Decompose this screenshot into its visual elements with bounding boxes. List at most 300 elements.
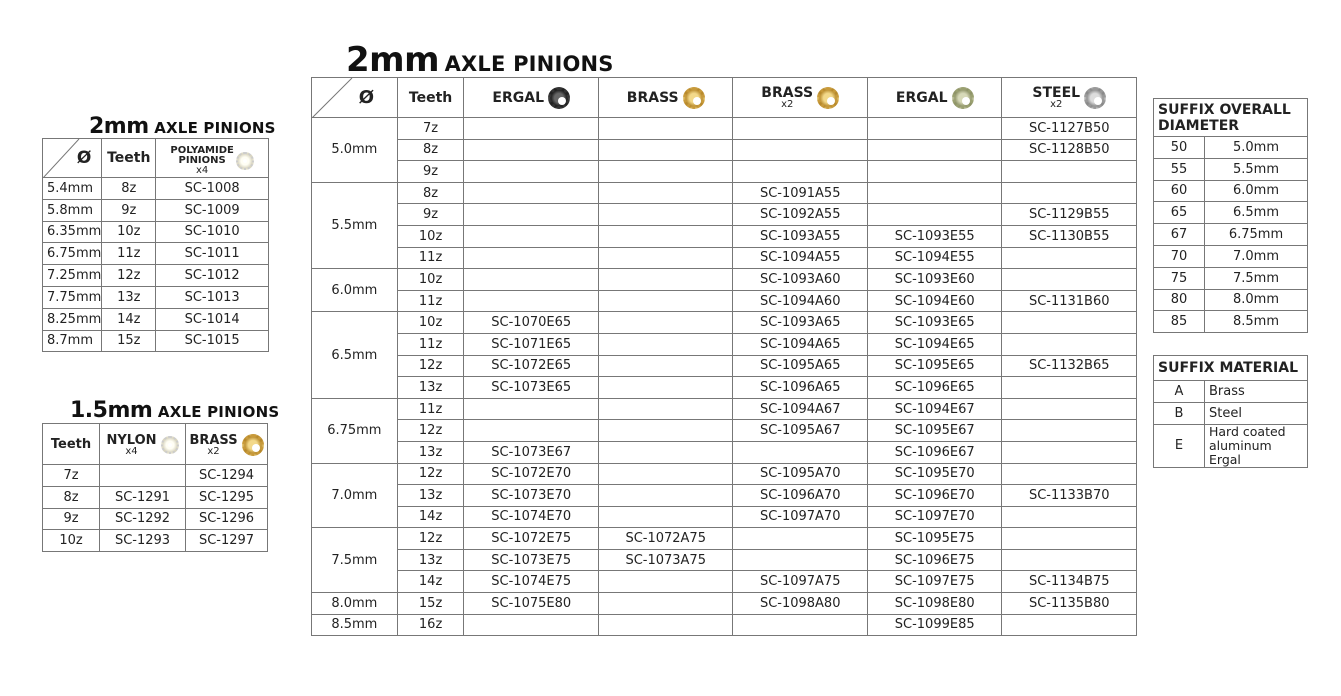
part-number-cell: SC-1074E70 [464,506,598,528]
part-number-cell: SC-1094E65 [867,333,1001,355]
part-number-cell [733,528,868,550]
part-number-cell [598,161,733,183]
col-label: NYLON [106,432,157,448]
suffix-code-cell: 67 [1154,224,1205,246]
teeth-cell: 7z [43,465,100,487]
table-row [312,290,1137,312]
part-number-cell [598,441,733,463]
part-number-cell: SC-1070E65 [464,312,598,334]
table-row [312,571,1137,593]
part-number-cell: SC-1095A65 [733,355,868,377]
part-number-cell [733,441,868,463]
suffix-code-cell: 70 [1154,245,1205,267]
part-number-cell [733,118,868,140]
part-number-cell [1002,398,1137,420]
table-row [312,441,1137,463]
teeth-cell: 9z [102,199,156,221]
main-title [346,40,614,80]
part-number-cell [867,161,1001,183]
part-number-cell: SC-1093A55 [733,225,868,247]
teeth-cell: 14z [397,506,464,528]
brass-gear-icon [242,434,264,456]
part-number-cell: SC-1072E70 [464,463,598,485]
teeth-cell: 9z [397,161,464,183]
teeth-cell: 16z [397,614,464,636]
teeth-cell: 11z [397,290,464,312]
teeth-cell: 11z [397,398,464,420]
teeth-cell: 8z [397,182,464,204]
part-number-cell: SC-1095A67 [733,420,868,442]
part-number-cell [464,118,598,140]
teeth-cell: 10z [43,530,100,552]
suffix-code-cell: 60 [1154,180,1205,202]
suffix-value-cell: 6.5mm [1205,202,1308,224]
part-number-cell [1002,333,1137,355]
suffix-material-table [1153,355,1308,468]
part-number-cell [598,420,733,442]
suffix-code-cell: 80 [1154,289,1205,311]
part-number-cell: SC-1072A75 [598,528,733,550]
part-number-cell: SC-1094E55 [867,247,1001,269]
part-number-cell: SC-1073A75 [598,549,733,571]
part-number-cell [1002,247,1137,269]
table-row [312,506,1137,528]
col-header-steel [1002,78,1137,118]
part-number-cell [1002,420,1137,442]
diameter-cell: 6.35mm [43,221,102,243]
diameter-symbol: Ø [76,148,92,168]
col-header-ergal-black [464,78,598,118]
part-number-cell: SC-1096E70 [867,485,1001,507]
part-number-cell: SC-1134B75 [1002,571,1137,593]
diameter-cell: 8.7mm [43,330,102,352]
part-number-cell: SC-1072E75 [464,528,598,550]
part-number-cell [598,506,733,528]
main-title-size: 2mm [346,40,440,80]
table-row [1154,424,1308,467]
diameter-cell: 7.5mm [312,528,398,593]
white-gear-icon [161,436,179,454]
part-number-cell [598,225,733,247]
teeth-cell: 10z [102,221,156,243]
part-number-cell [598,377,733,399]
part-number-cell: SC-1135B80 [1002,593,1137,615]
col-label: POLYAMIDE [170,144,234,156]
diameter-cell: 7.25mm [43,265,102,287]
teeth-cell: 8z [397,139,464,161]
part-number-cell: SC-1097A70 [733,506,868,528]
part-number-cell [598,614,733,636]
suffix-value-cell: 5.0mm [1205,137,1308,159]
suffix-value-cell: 7.0mm [1205,245,1308,267]
table-row [312,333,1137,355]
part-number-cell: SC-1094A65 [733,333,868,355]
teeth-cell: 11z [397,333,464,355]
suffix-code-cell: A [1154,381,1205,403]
part-number-cell: SC-1096A70 [733,485,868,507]
part-number-cell: SC-1012 [156,265,269,287]
diameter-cell: 8.0mm [312,593,398,615]
table-row [312,549,1137,571]
table-row [43,265,269,287]
part-number-cell: SC-1071E65 [464,333,598,355]
left-15mm-title-text: AXLE PINIONS [157,403,280,421]
part-number-cell [1002,161,1137,183]
table-row [1154,224,1308,246]
col-sub: x2 [781,99,794,110]
part-number-cell [598,485,733,507]
part-number-cell: SC-1094A55 [733,247,868,269]
part-number-cell: SC-1093E65 [867,312,1001,334]
part-number-cell: SC-1093E55 [867,225,1001,247]
part-number-cell [464,182,598,204]
table-row [43,243,269,265]
suffix-material-title: SUFFIX MATERIAL [1154,356,1308,381]
part-number-cell: SC-1097A75 [733,571,868,593]
part-number-cell [867,204,1001,226]
part-number-cell: SC-1095E75 [867,528,1001,550]
left-15mm-teeth-header: Teeth [43,424,100,465]
part-number-cell: SC-1096E75 [867,549,1001,571]
teeth-cell: 13z [397,549,464,571]
table-row [43,486,268,508]
diameter-cell: 8.25mm [43,308,102,330]
brass-gear-icon [683,87,705,109]
part-number-cell: SC-1292 [100,508,186,530]
teeth-cell: 9z [43,508,100,530]
part-number-cell [1002,312,1137,334]
part-number-cell: SC-1098A80 [733,593,868,615]
teeth-cell: 14z [397,571,464,593]
suffix-value-cell: Brass [1205,381,1308,403]
part-number-cell: SC-1009 [156,199,269,221]
part-number-cell: SC-1295 [186,486,268,508]
teeth-cell: 10z [397,225,464,247]
suffix-code-cell: 65 [1154,202,1205,224]
part-number-cell: SC-1293 [100,530,186,552]
part-number-cell [598,463,733,485]
part-number-cell [1002,463,1137,485]
part-number-cell: SC-1127B50 [1002,118,1137,140]
table-row [1154,267,1308,289]
part-number-cell [1002,441,1137,463]
part-number-cell [733,549,868,571]
part-number-cell [464,614,598,636]
suffix-diameter-table [1153,98,1308,333]
teeth-cell: 11z [102,243,156,265]
part-number-cell [464,398,598,420]
col-label: ERGAL [492,89,545,106]
col-header-brass [598,78,733,118]
part-number-cell [867,139,1001,161]
part-number-cell [464,247,598,269]
table-row [1154,158,1308,180]
part-number-cell [598,593,733,615]
diameter-cell: 5.0mm [312,118,398,183]
table-row [312,118,1137,140]
teeth-cell: 13z [102,286,156,308]
part-number-cell: SC-1008 [156,178,269,200]
col-sub: x4 [195,164,209,176]
left-15mm-title-size: 1.5mm [70,398,153,423]
part-number-cell [1002,269,1137,291]
part-number-cell: SC-1095E70 [867,463,1001,485]
table-row [1154,245,1308,267]
suffix-code-cell: 50 [1154,137,1205,159]
part-number-cell [100,465,186,487]
teeth-cell: 12z [397,463,464,485]
part-number-cell [598,204,733,226]
part-number-cell: SC-1095E65 [867,355,1001,377]
part-number-cell [1002,549,1137,571]
left-2mm-table [42,138,269,352]
part-number-cell [464,225,598,247]
suffix-code-cell: B [1154,402,1205,424]
teeth-cell: 8z [102,178,156,200]
green-gear-icon [952,87,974,109]
teeth-cell: 13z [397,441,464,463]
part-number-cell: SC-1096E67 [867,441,1001,463]
table-row [312,161,1137,183]
part-number-cell: SC-1128B50 [1002,139,1137,161]
part-number-cell [598,269,733,291]
brass-header-15 [186,424,268,465]
table-row [312,204,1137,226]
suffix-code-cell: 85 [1154,311,1205,333]
col-label: STEEL [1032,85,1081,101]
part-number-cell: SC-1098E80 [867,593,1001,615]
diameter-cell: 7.75mm [43,286,102,308]
table-row [43,330,269,352]
part-number-cell: SC-1091A55 [733,182,868,204]
part-number-cell: SC-1297 [186,530,268,552]
part-number-cell: SC-1096E65 [867,377,1001,399]
steel-gear-icon [1084,87,1106,109]
table-row [312,182,1137,204]
teeth-cell: 13z [397,377,464,399]
diameter-header [312,78,398,118]
part-number-cell [598,355,733,377]
suffix-value-cell: 7.5mm [1205,267,1308,289]
diagonal-corner [312,78,397,118]
table-row [1154,202,1308,224]
part-number-cell [464,269,598,291]
part-number-cell [1002,182,1137,204]
left-2mm-diameter-header [43,139,102,178]
table-row [1154,381,1308,403]
part-number-cell [598,312,733,334]
teeth-cell: 15z [397,593,464,615]
teeth-cell: 13z [397,485,464,507]
table-row [312,528,1137,550]
part-number-cell: SC-1094E67 [867,398,1001,420]
part-number-cell [1002,377,1137,399]
diameter-cell: 5.4mm [43,178,102,200]
part-number-cell: SC-1094E60 [867,290,1001,312]
diameter-cell: 6.75mm [312,398,398,463]
col-label: PINIONS [178,154,226,166]
brass-gear-icon [817,87,839,109]
table-row [312,355,1137,377]
diameter-symbol: Ø [358,87,374,108]
part-number-cell: SC-1074E75 [464,571,598,593]
table-row [312,269,1137,291]
part-number-cell [464,290,598,312]
part-number-cell [1002,528,1137,550]
part-number-cell: SC-1073E65 [464,377,598,399]
part-number-cell: SC-1093A65 [733,312,868,334]
table-row [1154,402,1308,424]
table-row [1154,137,1308,159]
part-number-cell [598,139,733,161]
diameter-cell: 6.5mm [312,312,398,398]
table-row [1154,311,1308,333]
part-number-cell: SC-1075E80 [464,593,598,615]
table-row [312,139,1137,161]
part-number-cell: SC-1011 [156,243,269,265]
teeth-cell: 12z [397,528,464,550]
left-2mm-polyamide-header [156,139,269,178]
col-sub: x4 [125,445,138,457]
table-row [43,178,269,200]
black-gear-icon [548,87,570,109]
part-number-cell [598,247,733,269]
part-number-cell: SC-1095E67 [867,420,1001,442]
part-number-cell: SC-1095A70 [733,463,868,485]
diameter-cell: 5.8mm [43,199,102,221]
table-row [1154,289,1308,311]
part-number-cell [598,290,733,312]
part-number-cell [464,420,598,442]
suffix-value-cell: 6.75mm [1205,224,1308,246]
suffix-diameter-title: SUFFIX OVERALL DIAMETER [1154,99,1308,137]
left-2mm-title-text: AXLE PINIONS [154,119,276,137]
table-row [43,221,269,243]
nylon-header [100,424,186,465]
part-number-cell: SC-1094A67 [733,398,868,420]
teeth-cell: 12z [102,265,156,287]
teeth-cell: 7z [397,118,464,140]
teeth-cell: 10z [397,269,464,291]
main-title-text: AXLE PINIONS [444,52,614,76]
suffix-value-cell: Hard coated aluminum Ergal [1205,424,1308,467]
part-number-cell: SC-1073E67 [464,441,598,463]
part-number-cell [598,571,733,593]
suffix-value-cell: 8.0mm [1205,289,1308,311]
left-15mm-title [70,398,279,423]
part-number-cell: SC-1291 [100,486,186,508]
col-sub: x2 [207,445,220,457]
diameter-cell: 7.0mm [312,463,398,528]
part-number-cell: SC-1132B65 [1002,355,1137,377]
table-row [312,225,1137,247]
part-number-cell: SC-1073E70 [464,485,598,507]
part-number-cell [733,614,868,636]
part-number-cell [598,398,733,420]
col-label: ERGAL [895,89,948,106]
suffix-value-cell: Steel [1205,402,1308,424]
diameter-cell: 8.5mm [312,614,398,636]
part-number-cell [464,139,598,161]
suffix-code-cell: 55 [1154,158,1205,180]
part-number-cell: SC-1072E65 [464,355,598,377]
teeth-cell: 8z [43,486,100,508]
table-row [43,308,269,330]
part-number-cell: SC-1094A60 [733,290,868,312]
col-sub: x2 [1050,99,1063,110]
suffix-value-cell: 5.5mm [1205,158,1308,180]
part-number-cell: SC-1010 [156,221,269,243]
part-number-cell: SC-1093A60 [733,269,868,291]
teeth-cell: 10z [397,312,464,334]
left-2mm-title-size: 2mm [89,114,149,139]
table-row [312,247,1137,269]
col-label: BRASS [761,85,814,101]
table-row [312,614,1137,636]
part-number-cell [867,118,1001,140]
part-number-cell [598,333,733,355]
table-row [312,593,1137,615]
main-pinion-table [311,77,1137,636]
part-number-cell: SC-1099E85 [867,614,1001,636]
part-number-cell: SC-1092A55 [733,204,868,226]
teeth-cell: 12z [397,355,464,377]
table-row [43,530,268,552]
suffix-code-cell: E [1154,424,1205,467]
part-number-cell [598,118,733,140]
diameter-cell: 6.75mm [43,243,102,265]
table-row [1154,180,1308,202]
part-number-cell: SC-1129B55 [1002,204,1137,226]
part-number-cell: SC-1294 [186,465,268,487]
col-label: BRASS [189,432,238,448]
left-2mm-teeth-header: Teeth [102,139,156,178]
suffix-value-cell: 6.0mm [1205,180,1308,202]
table-row [312,485,1137,507]
part-number-cell [733,139,868,161]
part-number-cell: SC-1130B55 [1002,225,1137,247]
suffix-value-cell: 8.5mm [1205,311,1308,333]
part-number-cell [464,161,598,183]
part-number-cell: SC-1013 [156,286,269,308]
part-number-cell [733,161,868,183]
part-number-cell: SC-1131B60 [1002,290,1137,312]
table-row [43,508,268,530]
left-2mm-title [89,114,276,139]
part-number-cell: SC-1133B70 [1002,485,1137,507]
part-number-cell: SC-1014 [156,308,269,330]
table-row [312,398,1137,420]
part-number-cell: SC-1015 [156,330,269,352]
table-row [312,312,1137,334]
part-number-cell [1002,614,1137,636]
part-number-cell: SC-1096A65 [733,377,868,399]
teeth-cell: 11z [397,247,464,269]
teeth-cell: 14z [102,308,156,330]
diameter-cell: 5.5mm [312,182,398,268]
part-number-cell [867,182,1001,204]
part-number-cell [1002,506,1137,528]
suffix-code-cell: 75 [1154,267,1205,289]
table-row [312,377,1137,399]
table-row [43,465,268,487]
table-row [312,463,1137,485]
left-15mm-table [42,423,268,552]
diameter-cell: 6.0mm [312,269,398,312]
teeth-cell: 12z [397,420,464,442]
part-number-cell: SC-1097E70 [867,506,1001,528]
part-number-cell: SC-1093E60 [867,269,1001,291]
